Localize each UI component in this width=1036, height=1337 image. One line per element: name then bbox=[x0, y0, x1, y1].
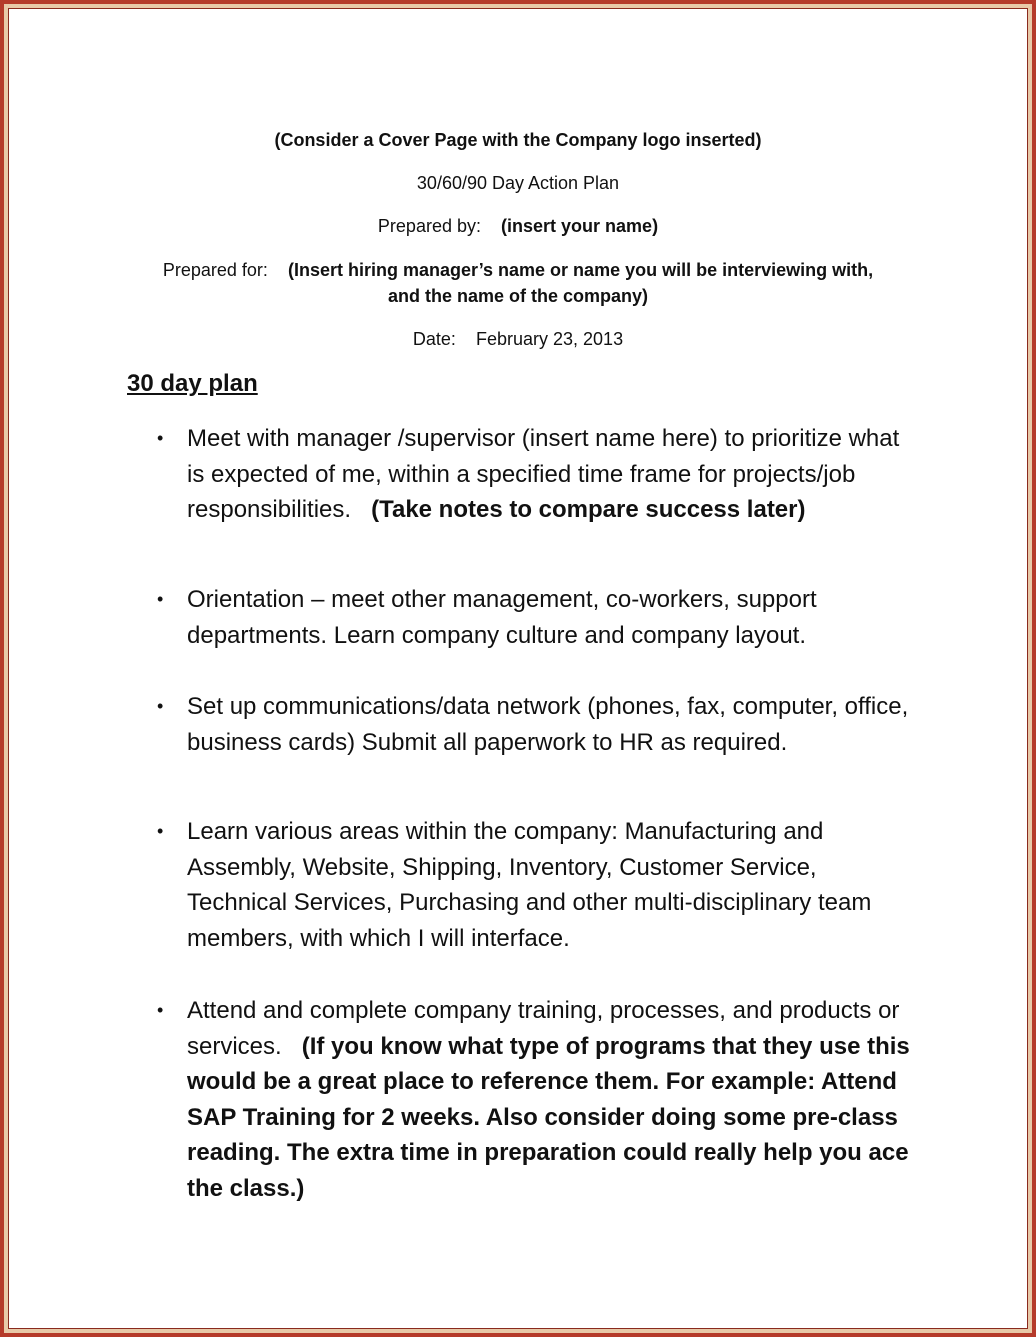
list-item-text: Orientation – meet other management, co-workers, support departments. Learn company culture and company layout. bbox=[187, 586, 817, 649]
list-item-bold-note: (Take notes to compare success later) bbox=[371, 496, 806, 523]
bullet-icon: • bbox=[157, 428, 164, 448]
list-item bbox=[157, 993, 917, 1206]
list-item-text: Meet with manager /supervisor (insert name here) to prioritize what is expected of me, within a specified time frame for projects/job responsibilities. bbox=[187, 425, 900, 523]
prepared-for-line bbox=[9, 257, 1027, 283]
list-item bbox=[157, 814, 917, 956]
bullet-icon: • bbox=[157, 696, 164, 716]
document-title: 30/60/90 Day Action Plan bbox=[416, 173, 620, 193]
prepared-for-label: Prepared for: bbox=[162, 260, 268, 280]
list-item-text: Attend and complete company training, processes, and products or services. bbox=[187, 997, 900, 1060]
bullet-icon: • bbox=[157, 1000, 164, 1020]
date-label: Date: bbox=[412, 329, 456, 349]
list-item-bold-note: (If you know what type of programs that they use this would be a great place to reference them. For example: Attend SAP Training for 2 weeks. Also consider doing some pre-class reading. The extra time in preparation could really help you ace the class.) bbox=[187, 1032, 910, 1202]
list-item bbox=[157, 582, 917, 653]
bullet-icon: • bbox=[157, 589, 164, 609]
cover-note: (Consider a Cover Page with the Company logo inserted) bbox=[274, 130, 762, 150]
prepared-by-value: (insert your name) bbox=[501, 216, 659, 236]
date-line bbox=[9, 326, 1027, 352]
section-heading: 30 day plan bbox=[127, 370, 258, 397]
date-value: February 23, 2013 bbox=[475, 329, 624, 349]
list-item-text: Set up communications/data network (phones, fax, computer, office, business cards) Submit all paperwork to HR as required. bbox=[187, 693, 909, 756]
list-item bbox=[157, 689, 917, 760]
list-item bbox=[157, 421, 917, 528]
prepared-for-value-line1: (Insert hiring manager’s name or name you will be interviewing with, bbox=[287, 260, 874, 280]
list-item-text: Learn various areas within the company: Manufacturing and Assembly, Website, Shipping, Inventory, Customer Service, Technical Services, Purchasing and other multi-disciplinary team members, with which I will interface. bbox=[187, 818, 872, 952]
document-page bbox=[8, 8, 1028, 1329]
prepared-by-label: Prepared by: bbox=[377, 216, 481, 236]
prepared-by-line bbox=[9, 213, 1027, 239]
bullet-icon: • bbox=[157, 821, 164, 841]
prepared-for-value-line2: and the name of the company) bbox=[387, 286, 649, 306]
